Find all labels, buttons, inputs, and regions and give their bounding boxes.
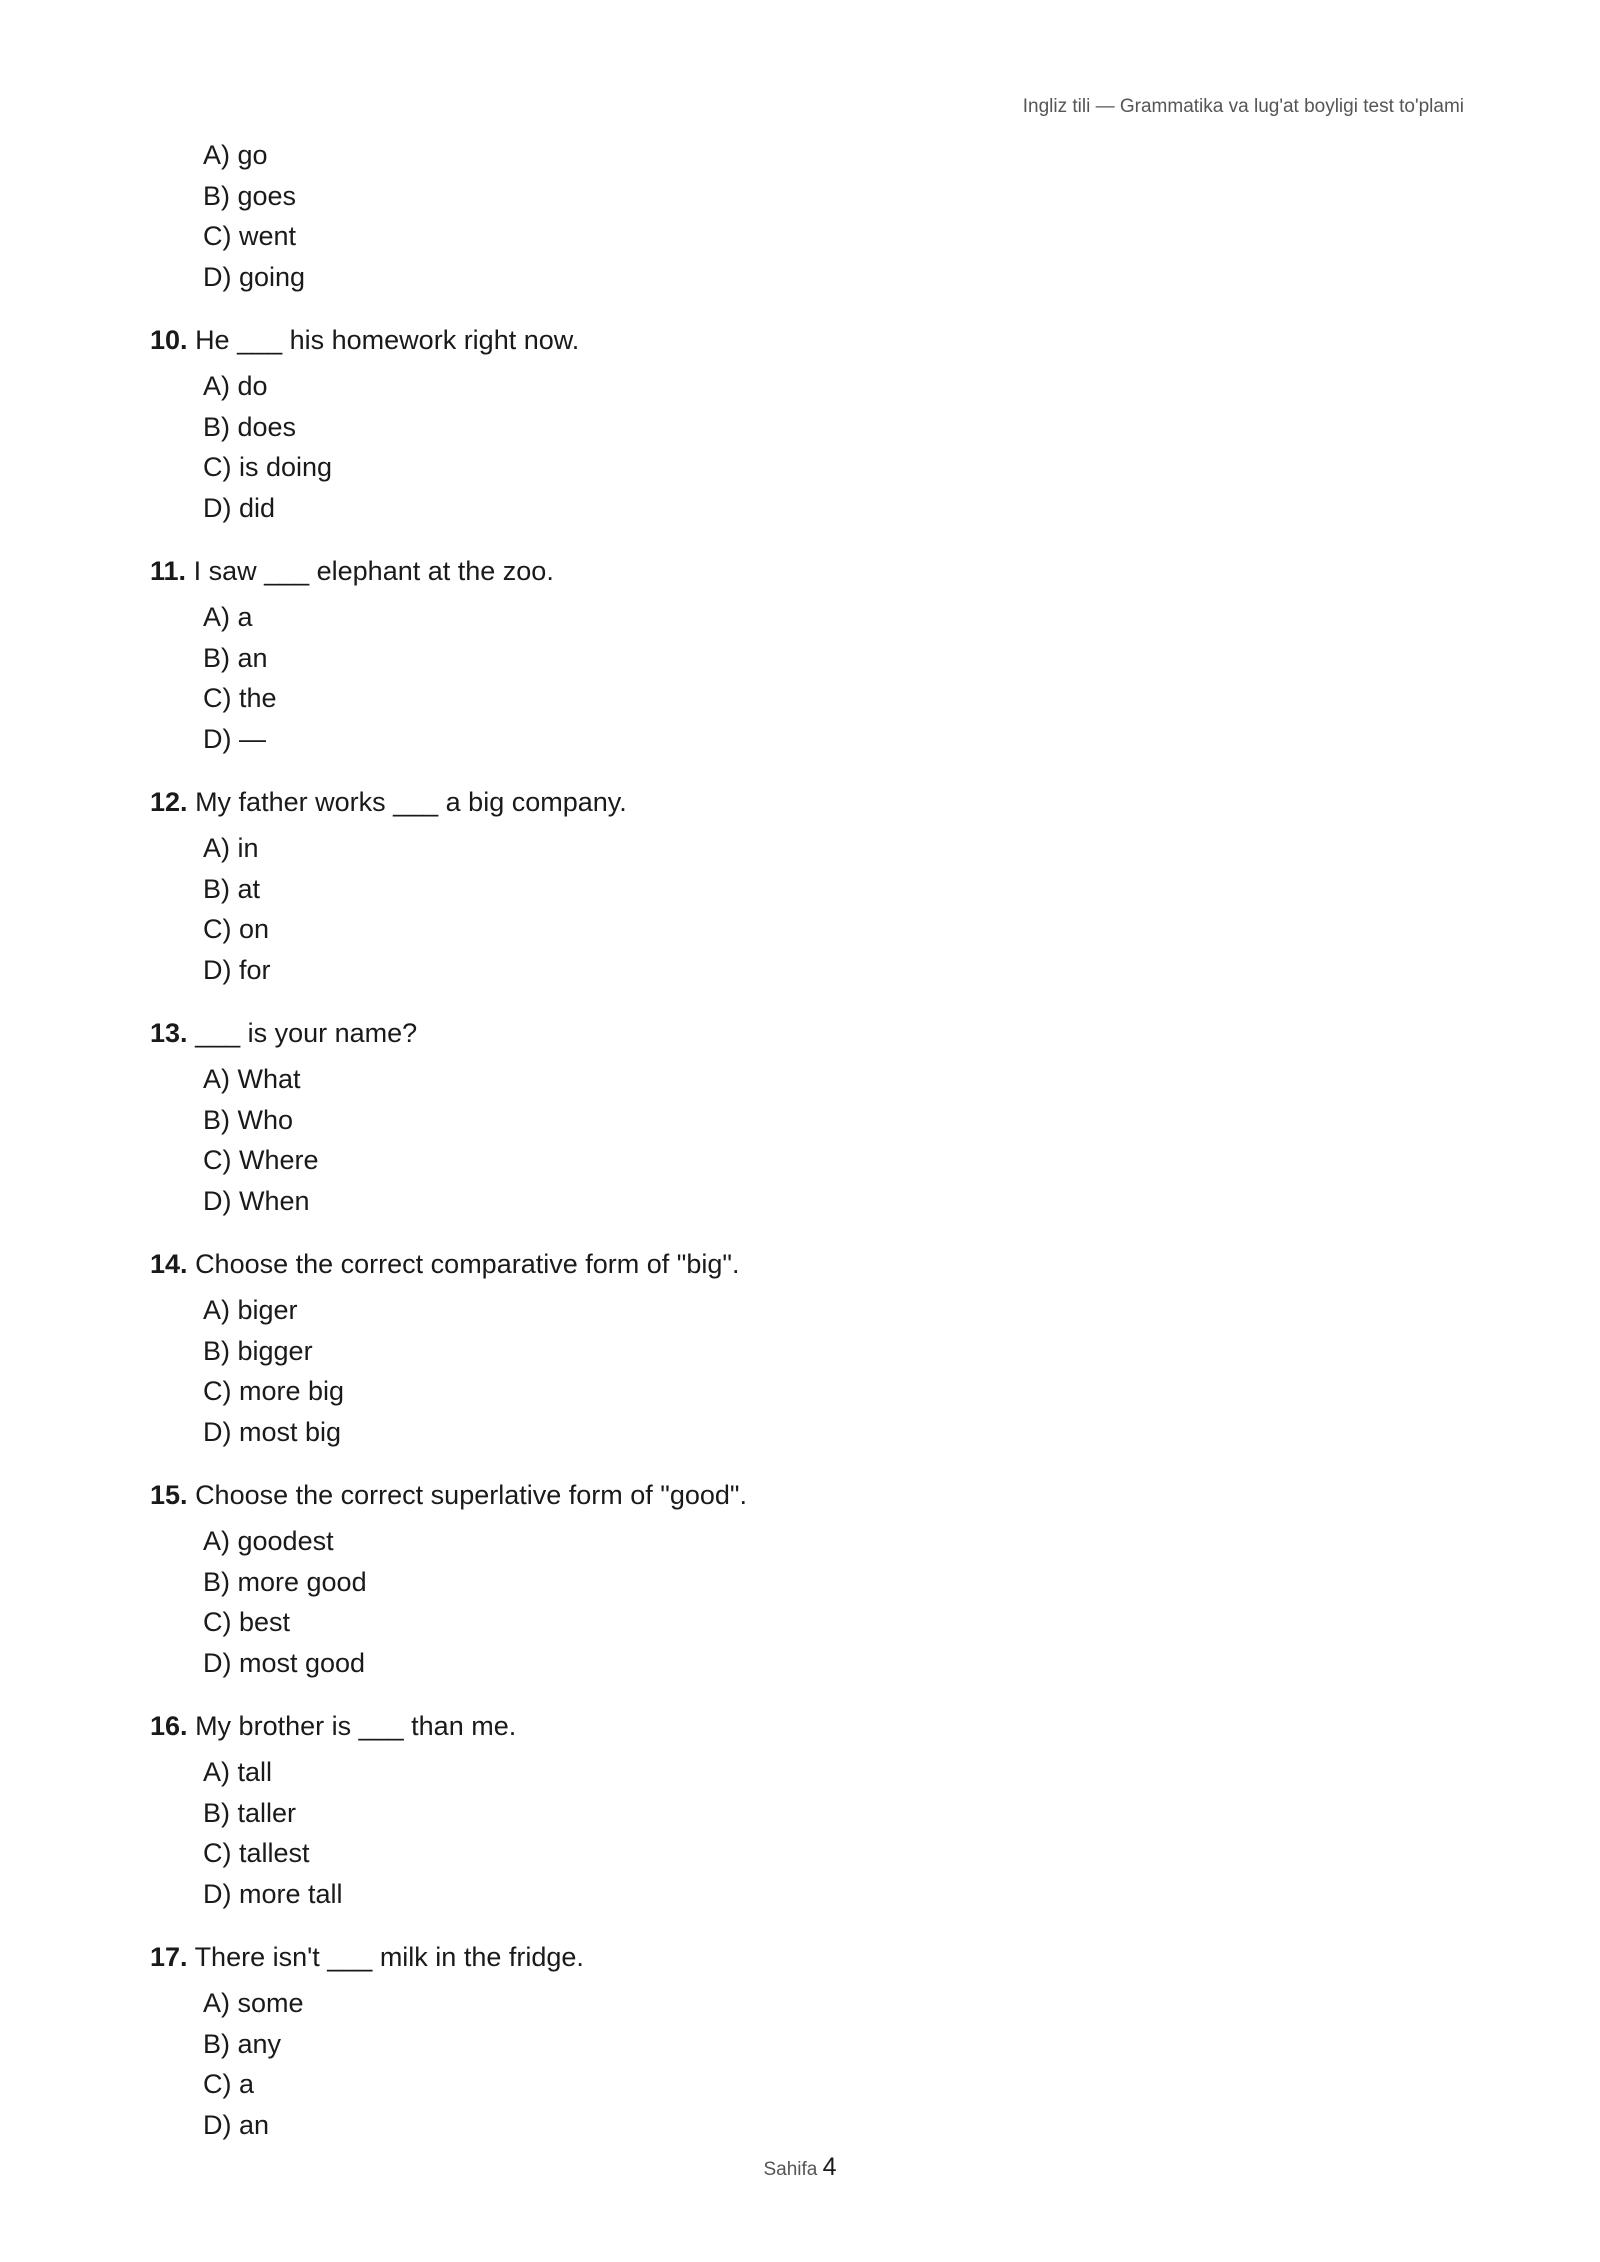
question-number: 11. [150,556,187,586]
option-c: C) the [203,683,277,713]
option-list [150,1290,1450,1452]
question-stem [150,1246,1450,1290]
option-list [150,597,1450,759]
question-number: 17. [150,1942,188,1972]
option-a: A) biger [203,1295,298,1325]
option-list [150,135,1450,297]
option-b: B) Who [203,1104,294,1135]
question-stem [150,1708,1450,1752]
question-text: There isn't ___ milk in the fridge. [194,1942,584,1972]
option-d: D) most good [203,1647,366,1678]
option-d: D) most big [203,1416,342,1447]
option-list [150,1752,1450,1914]
question-12 [150,784,1450,990]
question-15 [150,1477,1450,1683]
option-d: D) more tall [203,1878,343,1909]
question-number: 13. [150,1018,188,1048]
option-a: A) goodest [203,1526,334,1556]
question-text: Choose the correct superlative form of "good". [195,1480,748,1510]
option-d: D) going [203,261,306,292]
option-b: B) bigger [203,1335,313,1366]
option-a: A) some [203,1988,304,2018]
option-list [150,828,1450,990]
option-list [150,366,1450,528]
option-a: A) What [203,1064,301,1094]
option-c: C) tallest [203,1838,310,1868]
option-d: D) for [203,954,271,985]
option-a: A) a [203,602,253,632]
option-b: B) taller [203,1797,297,1828]
question-list [150,135,1450,2170]
question-text: Choose the correct comparative form of "big". [195,1249,740,1279]
option-c: C) Where [203,1145,319,1175]
option-b: B) at [203,873,261,904]
option-list [150,1983,1450,2145]
option-d: D) an [203,2109,270,2140]
option-list [150,1059,1450,1221]
option-d: D) did [203,492,276,523]
option-c: C) best [203,1607,291,1637]
option-b: B) more good [203,1566,367,1597]
page-number: 4 [822,2153,837,2181]
option-b: B) goes [203,180,297,211]
option-c: C) on [203,914,270,944]
option-c: C) more big [203,1376,345,1406]
question-number: 12. [150,787,188,817]
question-text: My brother is ___ than me. [195,1711,517,1741]
option-list [150,1521,1450,1683]
question-16 [150,1708,1450,1914]
question-text: I saw ___ elephant at the zoo. [193,556,554,586]
option-b: B) does [203,411,297,442]
question-13 [150,1015,1450,1221]
question-stem [150,1939,1450,1983]
question-number: 10. [150,325,188,355]
question-number: 15. [150,1480,188,1510]
question-9-continued [150,135,1450,297]
option-c: C) went [203,221,297,251]
question-number: 14. [150,1249,188,1279]
running-header: Ingliz tili — Grammatika va lug'at boyligi test to'plami [1022,96,1464,117]
question-stem [150,553,1450,597]
question-17 [150,1939,1450,2145]
option-a: A) in [203,833,259,863]
option-d: D) — [203,723,266,754]
page-footer [0,2153,1600,2182]
question-stem [150,784,1450,828]
question-11 [150,553,1450,759]
question-text: My father works ___ a big company. [195,787,627,817]
page-label: Sahifa [763,2159,818,2180]
option-b: B) any [203,2028,282,2059]
question-stem [150,1477,1450,1521]
question-stem [150,1015,1450,1059]
option-a: A) do [203,371,268,401]
question-text: He ___ his homework right now. [195,325,580,355]
option-a: A) go [203,140,268,170]
question-text: ___ is your name? [195,1018,418,1048]
option-d: D) When [203,1185,310,1216]
question-14 [150,1246,1450,1452]
option-b: B) an [203,642,268,673]
question-10 [150,322,1450,528]
option-c: C) is doing [203,452,333,482]
option-c: C) a [203,2069,255,2099]
question-number: 16. [150,1711,188,1741]
option-a: A) tall [203,1757,273,1787]
question-stem [150,322,1450,366]
